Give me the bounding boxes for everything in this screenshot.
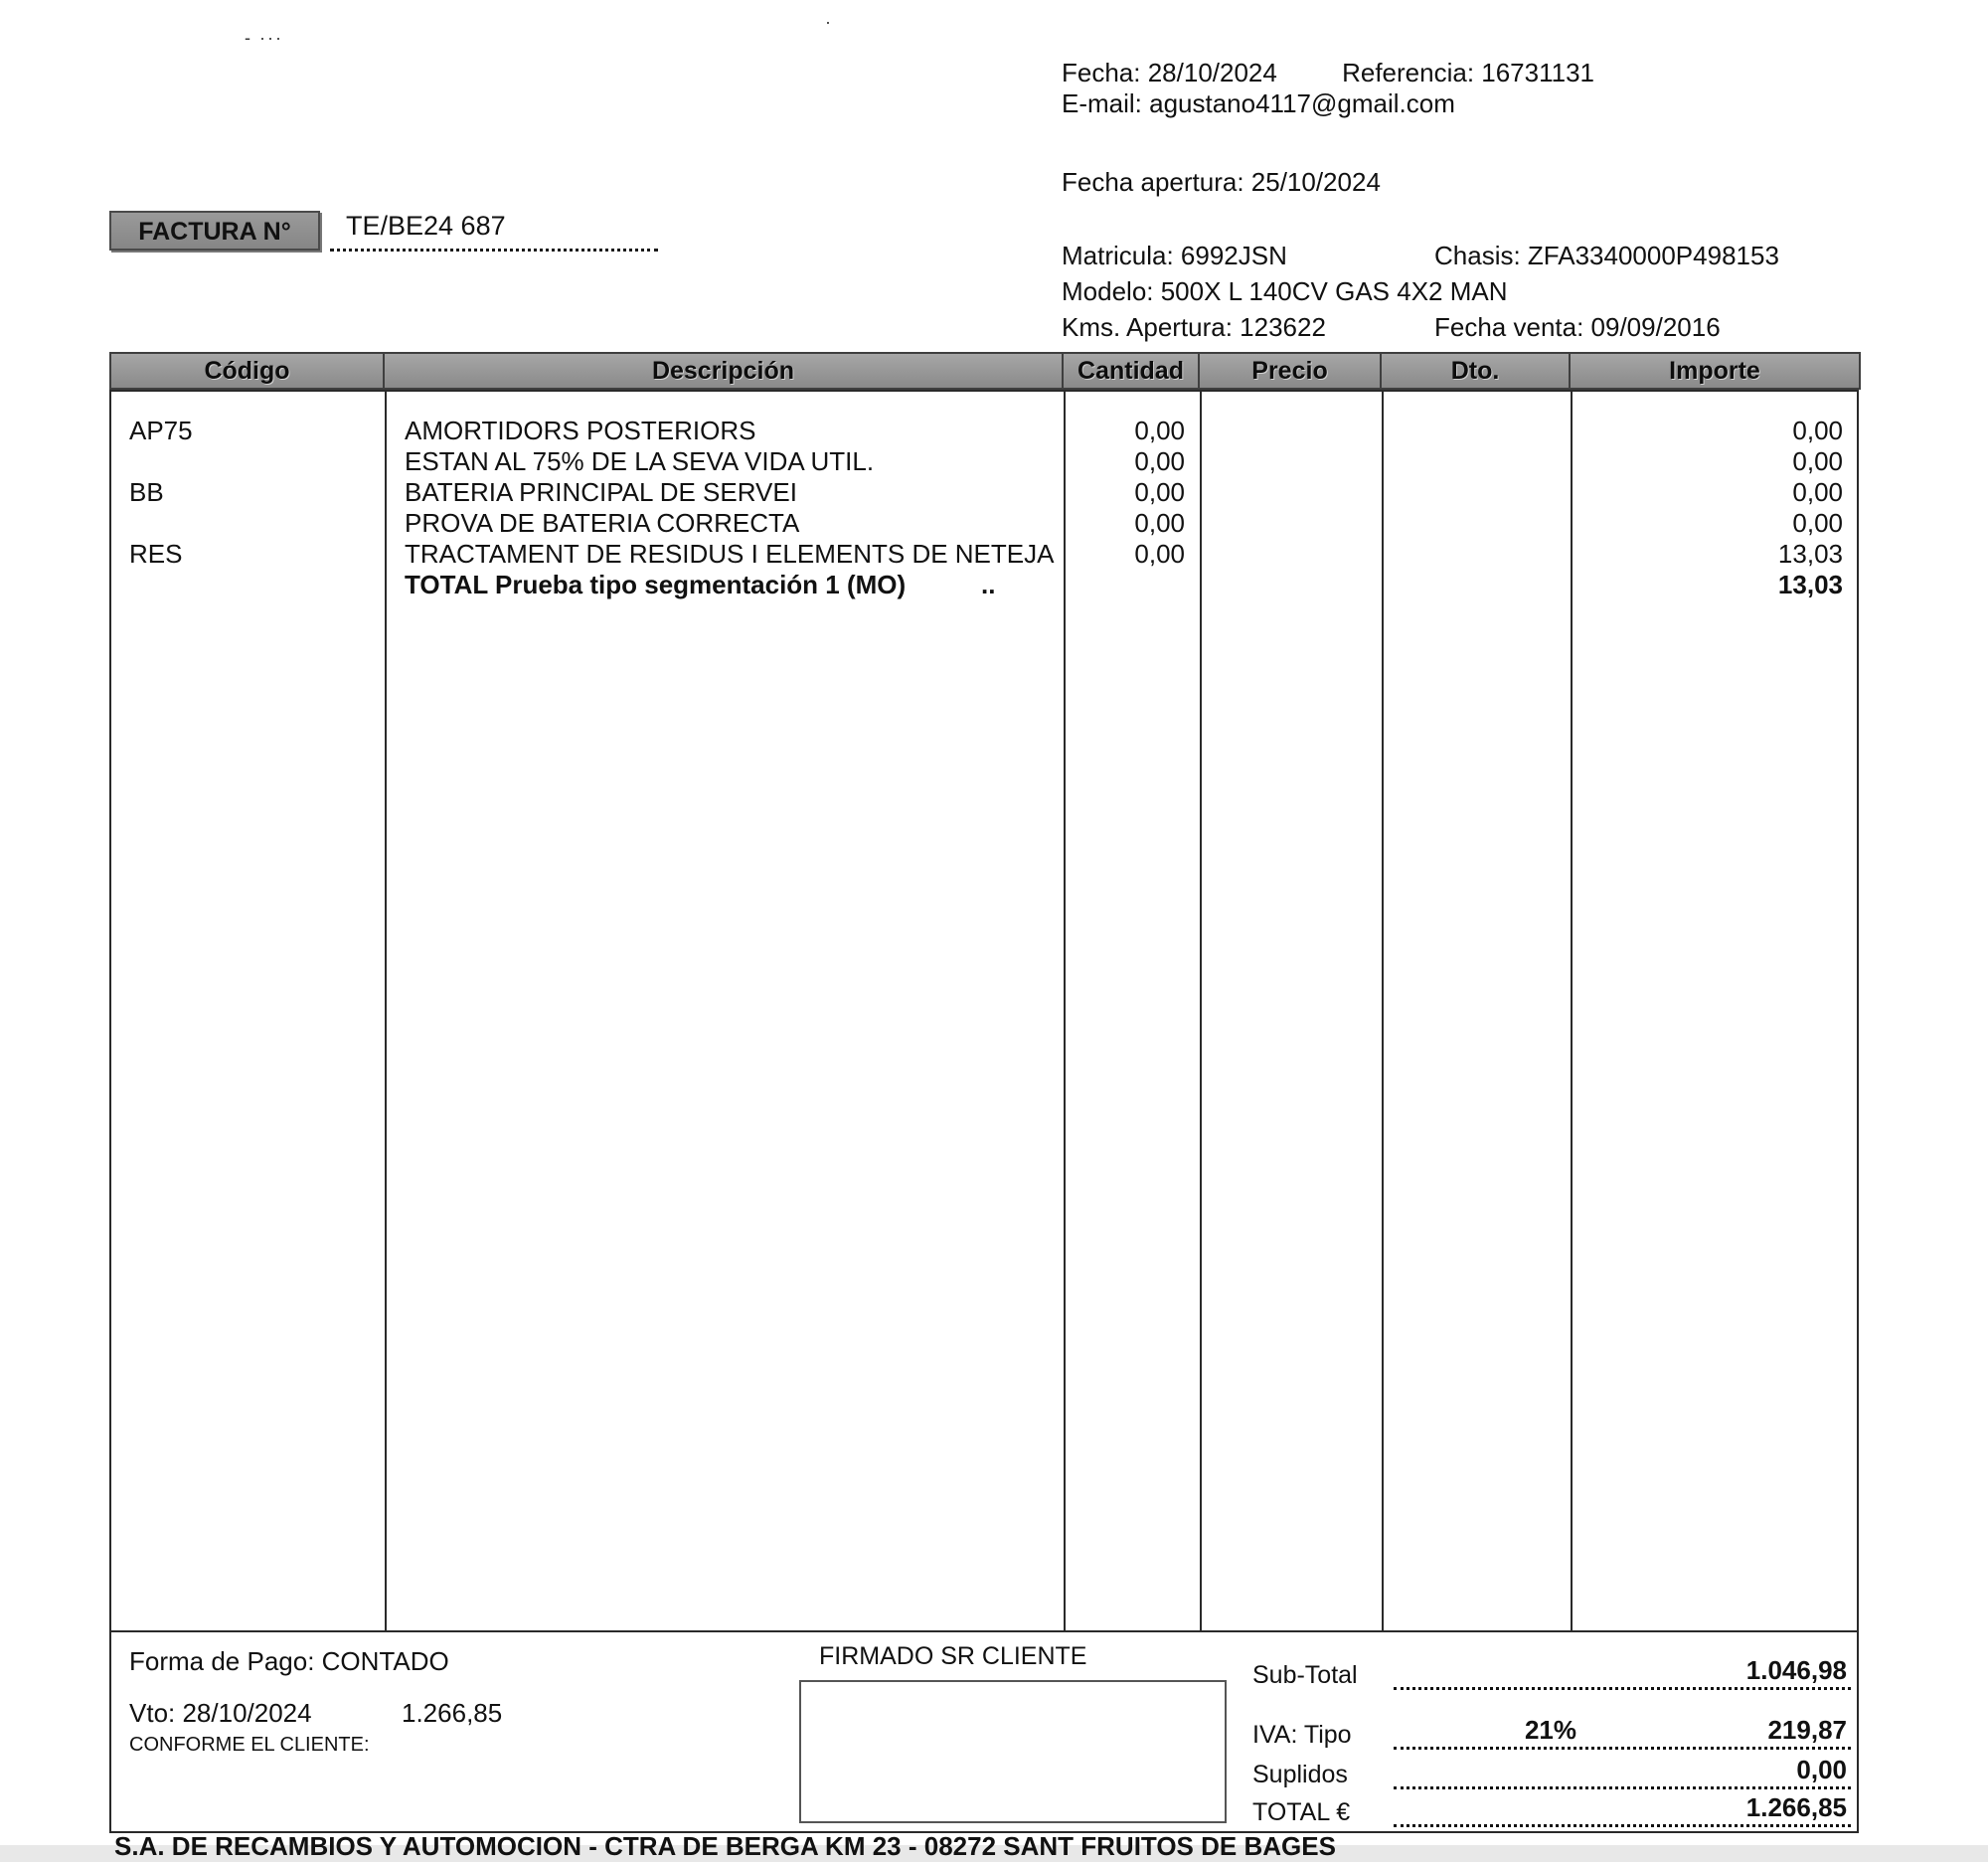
suplidos-value: 0,00 <box>1796 1755 1847 1784</box>
chasis-value: Chasis: ZFA3340000P498153 <box>1434 241 1779 270</box>
iva-row <box>1252 1715 1851 1750</box>
table-row <box>111 446 1857 477</box>
column-header-codigo: Código <box>109 352 385 390</box>
invoice-table-body <box>109 390 1859 1632</box>
column-header-cantidad: Cantidad <box>1062 352 1200 390</box>
iva-value: 219,87 <box>1767 1715 1847 1745</box>
subtotal-row <box>1252 1655 1851 1690</box>
cell-descripcion: TRACTAMENT DE RESIDUS I ELEMENTS DE NETEJA <box>405 539 1055 569</box>
cell-cantidad: 0,00 <box>1134 477 1185 507</box>
dotted-leader <box>1394 1755 1851 1789</box>
fecha-venta-value: Fecha venta: 09/09/2016 <box>1434 312 1721 342</box>
cell-importe: 0,00 <box>1792 416 1843 445</box>
cell-descripcion: ESTAN AL 75% DE LA SEVA VIDA UTIL. <box>405 446 875 476</box>
suplidos-row <box>1252 1755 1851 1789</box>
subtotal-value: 1.046,98 <box>1745 1655 1847 1685</box>
cell-codigo: AP75 <box>129 416 193 445</box>
invoice-footer <box>109 1632 1859 1833</box>
cell-cantidad: 0,00 <box>1134 416 1185 445</box>
cell-importe: 0,00 <box>1792 446 1843 476</box>
factura-number: TE/BE24 687 <box>346 211 506 241</box>
table-row <box>111 508 1857 539</box>
cell-cantidad: 0,00 <box>1134 539 1185 569</box>
referencia-value: Referencia: 16731131 <box>1342 58 1595 87</box>
cell-cantidad: 0,00 <box>1134 446 1185 476</box>
dotted-leader <box>1394 1792 1851 1827</box>
table-row <box>111 416 1857 446</box>
cell-codigo: BB <box>129 477 164 507</box>
fecha-apertura: Fecha apertura: 25/10/2024 <box>1062 167 1381 197</box>
table-row-total <box>111 570 1857 600</box>
conforme-cliente-label: CONFORME EL CLIENTE: <box>129 1734 370 1756</box>
vencimiento-date: Vto: 28/10/2024 <box>129 1698 312 1728</box>
firmado-label: FIRMADO SR CLIENTE <box>819 1642 1087 1670</box>
column-header-descripcion: Descripción <box>383 352 1064 390</box>
invoice-table-header <box>109 352 1859 390</box>
email-line-clipped <box>1062 88 1578 119</box>
kms-apertura-value: Kms. Apertura: 123622 <box>1062 312 1326 342</box>
cell-descripcion: TOTAL Prueba tipo segmentación 1 (MO) <box>405 570 907 599</box>
cell-importe: 0,00 <box>1792 508 1843 538</box>
signature-box <box>799 1680 1227 1823</box>
cell-importe: 13,03 <box>1777 570 1843 599</box>
cell-descripcion: PROVA DE BATERIA CORRECTA <box>405 508 800 538</box>
dotted-leader <box>1394 1715 1851 1750</box>
factura-label: FACTURA N° <box>109 211 320 251</box>
table-row <box>111 539 1857 570</box>
dotted-leader <box>1394 1655 1851 1690</box>
total-value: 1.266,85 <box>1745 1792 1847 1822</box>
invoice-date-line <box>1062 58 1594 88</box>
forma-pago: Forma de Pago: CONTADO <box>129 1646 449 1676</box>
cell-descripcion: AMORTIDORS POSTERIORS <box>405 416 756 445</box>
factura-number-dotted-line <box>330 221 658 252</box>
table-row <box>111 477 1857 508</box>
cell-descripcion: BATERIA PRINCIPAL DE SERVEI <box>405 477 797 507</box>
iva-label: IVA: Tipo <box>1252 1721 1352 1749</box>
fecha-value: Fecha: 28/10/2024 <box>1062 58 1277 87</box>
total-label: TOTAL € <box>1252 1798 1351 1826</box>
column-header-precio: Precio <box>1198 352 1382 390</box>
iva-rate: 21% <box>1524 1715 1576 1745</box>
column-header-importe: Importe <box>1569 352 1861 390</box>
company-address-line: S.A. DE RECAMBIOS Y AUTOMOCION - CTRA DE BERGA KM 23 - 08272 SANT FRUITOS DE BAGES <box>114 1831 1336 1861</box>
modelo-value: Modelo: 500X L 140CV GAS 4X2 MAN <box>1062 276 1508 306</box>
subtotal-label: Sub-Total <box>1252 1661 1358 1689</box>
suplidos-label: Suplidos <box>1252 1761 1348 1788</box>
cell-importe: 0,00 <box>1792 477 1843 507</box>
email-value: E-mail: agustano4117@gmail.com <box>1062 88 1455 118</box>
column-header-dto: Dto. <box>1380 352 1571 390</box>
cell-codigo: RES <box>129 539 183 569</box>
vencimiento-amount: 1.266,85 <box>402 1698 503 1728</box>
scan-artifact: - ··· <box>245 28 283 48</box>
total-row <box>1252 1792 1851 1827</box>
scan-artifact: · <box>825 12 833 32</box>
matricula-value: Matricula: 6992JSN <box>1062 241 1287 270</box>
cell-importe: 13,03 <box>1777 539 1843 569</box>
cell-dots: .. <box>981 570 996 599</box>
cell-cantidad: 0,00 <box>1134 508 1185 538</box>
